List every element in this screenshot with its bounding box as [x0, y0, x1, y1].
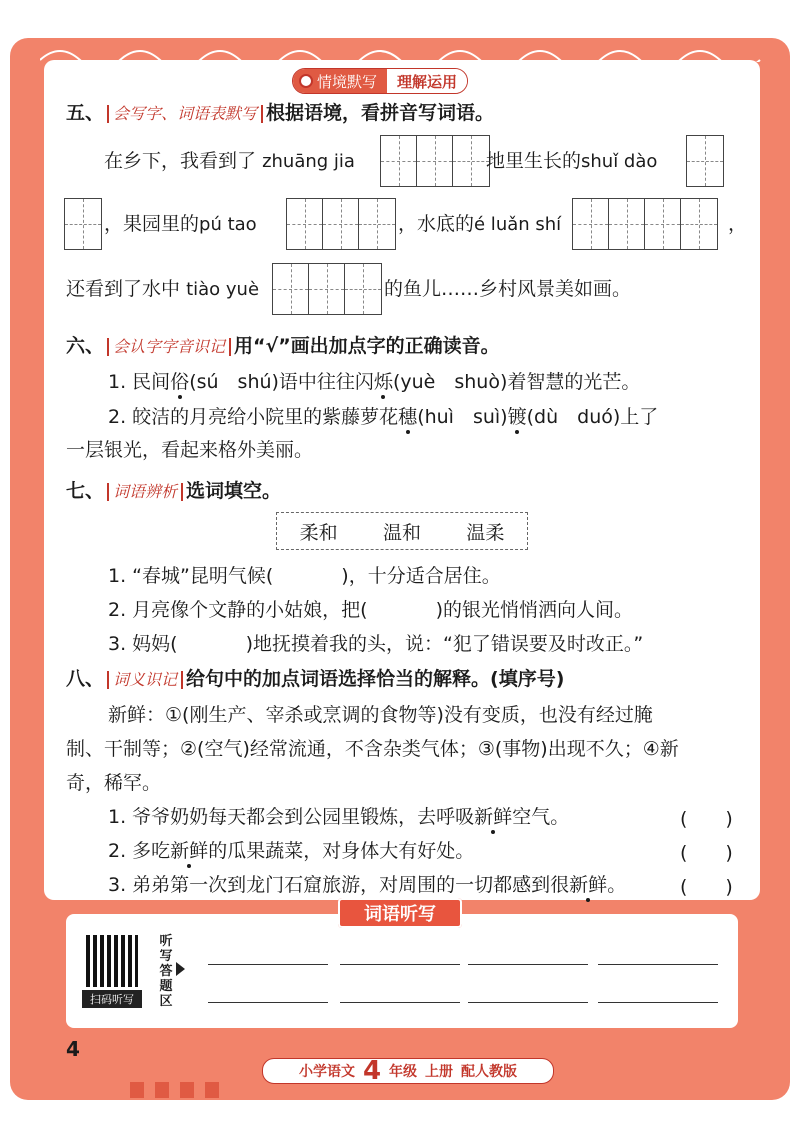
- answer-grid-3[interactable]: [286, 198, 396, 250]
- s5-line3a: 还看到了水中 tiào yuè: [66, 278, 260, 300]
- s8-q1: 1. 爷爷奶奶每天都会到公园里锻炼，去呼吸新鲜空气。: [108, 806, 570, 828]
- word-option: 柔和: [299, 521, 338, 544]
- s5-tag: 会写字、词语表默写: [107, 105, 263, 123]
- qr-code-icon[interactable]: [86, 935, 138, 987]
- s8-def1: 新鲜：①(刚生产、宰杀或烹调的食物等)没有变质，也没有经过腌: [108, 704, 653, 726]
- top-wave-decoration: [40, 38, 770, 62]
- arrow-right-icon: [176, 962, 185, 976]
- bottom-tab: [155, 1082, 169, 1098]
- write-line[interactable]: [208, 964, 328, 965]
- bottom-tab: [205, 1082, 219, 1098]
- s5-line1: 在乡下，我看到了 zhuāng jia: [104, 150, 355, 172]
- pill-right: 理解运用: [387, 69, 467, 93]
- write-line[interactable]: [468, 1002, 588, 1003]
- s5-line1b: 地里生长的shuǐ dào: [486, 150, 658, 172]
- s5-comma: ，: [728, 213, 748, 235]
- s6-q1: 1. 民间俗(sú shú)语中往往闪烁(yuè shuò)着智慧的光芒。: [108, 371, 641, 393]
- s8-q3: 3. 弟弟第一次到龙门石窟旅游，对周围的一切都感到很新鲜。: [108, 874, 627, 896]
- pill-left: 情境默写: [317, 72, 378, 91]
- s5-heading: 五、 会写字、词语表默写 根据语境，看拼音写词语。: [66, 102, 495, 124]
- answer-grid-4[interactable]: [572, 198, 718, 250]
- page-number: 4: [66, 1037, 80, 1061]
- answer-grid-2a[interactable]: [686, 135, 724, 187]
- write-line[interactable]: [340, 1002, 460, 1003]
- write-line[interactable]: [340, 964, 460, 965]
- s5-line2a: ，果园里的pú tao: [104, 213, 257, 235]
- footer-label: 小学语文 4 年级 上册 配人教版: [262, 1058, 554, 1084]
- s8-def3: 奇，稀罕。: [66, 772, 162, 794]
- s7-heading: 七、 词语辨析 选词填空。: [66, 480, 282, 502]
- write-line[interactable]: [468, 964, 588, 965]
- word-bank: [276, 512, 528, 550]
- dictation-title: 词语听写: [338, 898, 462, 928]
- s6-q2: 2. 皎洁的月亮给小院里的紫藤萝花穗(huì suì)镀(dù duó)上了: [108, 406, 659, 428]
- answer-grid-5[interactable]: [272, 263, 382, 315]
- answer-paren-3[interactable]: ( ): [680, 876, 733, 898]
- bottom-tab: [130, 1082, 144, 1098]
- section-pill: [292, 68, 468, 94]
- s8-def2: 制、干制等；②(空气)经常流通，不含杂类气体；③(事物)出现不久；④新: [66, 738, 679, 760]
- answer-grid-2b[interactable]: [64, 198, 102, 250]
- write-line[interactable]: [598, 964, 718, 965]
- dictation-side-label: 听写答题区: [159, 934, 173, 1009]
- s7-q1: 1. “春城”昆明气候( )，十分适合居住。: [108, 565, 501, 587]
- word-option: 温柔: [466, 521, 505, 544]
- answer-paren-2[interactable]: ( ): [680, 842, 733, 864]
- s6-heading: 六、 会认字字音识记 用“√”画出加点字的正确读音。: [66, 335, 500, 357]
- word-option: 温和: [382, 521, 421, 544]
- bottom-tab: [180, 1082, 194, 1098]
- s5-line3b: 的鱼儿……乡村风景美如画。: [384, 278, 632, 300]
- answer-grid-1[interactable]: [380, 135, 490, 187]
- target-icon: [299, 74, 313, 88]
- s7-q2: 2. 月亮像个文静的小姑娘，把( )的银光悄悄洒向人间。: [108, 599, 634, 621]
- s8-heading: 八、 词义识记 给句中的加点词语选择恰当的解释。(填序号): [66, 668, 565, 690]
- write-line[interactable]: [598, 1002, 718, 1003]
- answer-paren-1[interactable]: ( ): [680, 808, 733, 830]
- s7-q3: 3. 妈妈( )地抚摸着我的头，说：“犯了错误要及时改正。”: [108, 633, 644, 655]
- write-line[interactable]: [208, 1002, 328, 1003]
- s8-q2: 2. 多吃新鲜的瓜果蔬菜，对身体大有好处。: [108, 840, 475, 862]
- s6-q2-cont: 一层银光，看起来格外美丽。: [66, 439, 314, 461]
- s5-line2b: ，水底的é luǎn shí: [398, 213, 562, 235]
- qr-label: 扫码听写: [82, 990, 142, 1008]
